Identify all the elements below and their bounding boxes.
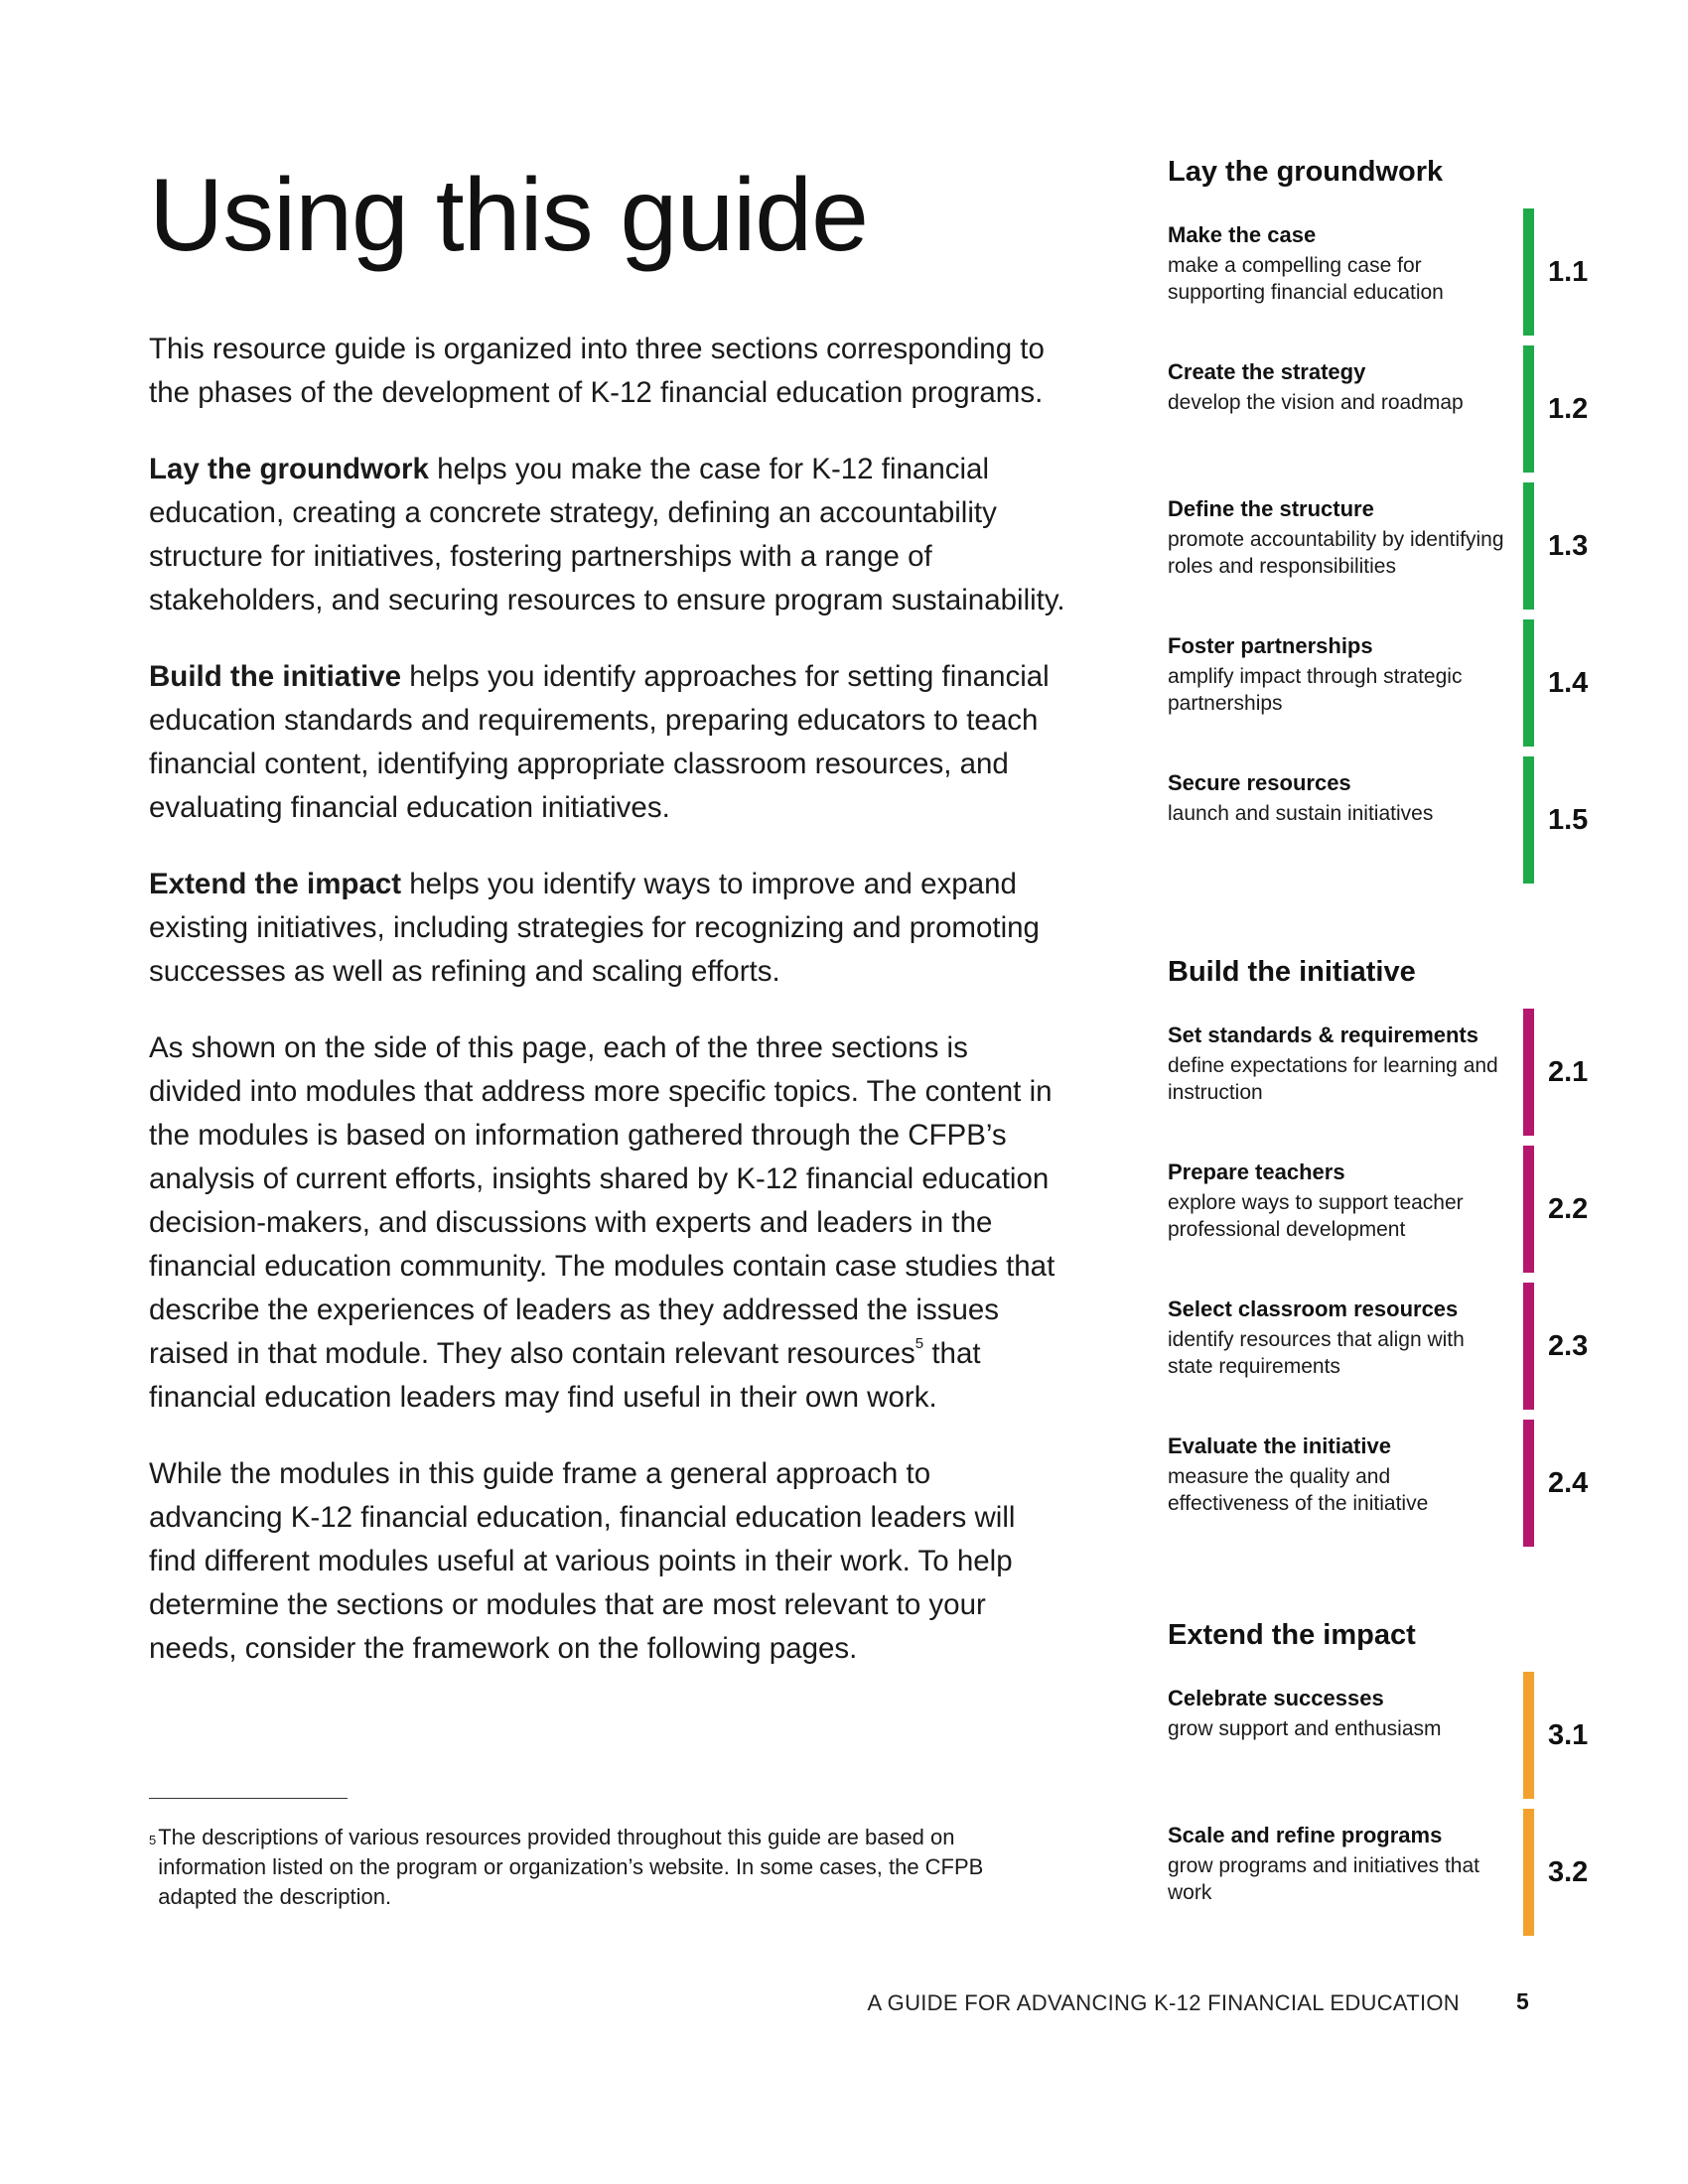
- module-name: Define the structure: [1168, 496, 1374, 521]
- module-name: Secure resources: [1168, 770, 1351, 795]
- module-color-bar: [1523, 1283, 1534, 1410]
- module-item: [1168, 756, 1589, 884]
- groundwork-paragraph: [149, 448, 1067, 622]
- module-color-bar: [1523, 345, 1534, 473]
- module-description: identify resources that align with state requirements: [1168, 1328, 1465, 1378]
- module-text: [1168, 1158, 1510, 1243]
- module-color-bar: [1523, 1672, 1534, 1799]
- module-description: define expectations for learning and instruction: [1168, 1054, 1498, 1104]
- module-text: [1168, 357, 1510, 416]
- module-number: 1.2: [1548, 393, 1589, 425]
- module-description: amplify impact through strategic partnerships: [1168, 665, 1463, 715]
- groundwork-text: helps you make the case for K-12 financial education, creating a concrete strategy, defining an accountability structure for initiatives, fostering partnerships with a range of stakeholders, and securing resources to ensure program sustainability.: [149, 453, 1065, 616]
- footnote-reference: 5: [914, 1335, 924, 1352]
- module-number: 1.4: [1548, 667, 1589, 699]
- module-text: [1168, 1021, 1510, 1106]
- module-text: [1168, 220, 1510, 306]
- module-color-bar: [1523, 1009, 1534, 1136]
- section-1: [1168, 149, 1589, 884]
- footnote-mark: 5: [149, 1833, 157, 1847]
- footnote-divider: [149, 1798, 348, 1799]
- module-item: [1168, 345, 1589, 473]
- module-number: 1.3: [1548, 530, 1589, 562]
- module-number: 3.1: [1548, 1719, 1589, 1751]
- section-title: Lay the groundwork: [1168, 156, 1444, 188]
- groundwork-lead: Lay the groundwork: [149, 453, 429, 485]
- module-item: [1168, 1009, 1589, 1136]
- module-name: Set standards & requirements: [1168, 1023, 1478, 1047]
- extend-lead: Extend the impact: [149, 868, 402, 900]
- footnote-text: The descriptions of various resources provided throughout this guide are based on information listed on the program or organization’s website. In some cases, the CFPB adapted the description.: [158, 1825, 984, 1909]
- modules-text-b: that financial education leaders may find useful in their own work.: [149, 1337, 981, 1414]
- module-number: 2.3: [1548, 1330, 1589, 1362]
- module-description: develop the vision and roadmap: [1168, 391, 1464, 414]
- page-number: 5: [1516, 1988, 1529, 2014]
- modules-text-a: As shown on the side of this page, each of the three sections is divided into modules that address more specific topics. The content in the modules is based on information gathered through the CFPB’s analysis of current efforts, insights shared by K-12 financial education decision-makers, and discussions with experts and leaders in the financial education community. The modules contain case studies that describe the experiences of leaders as they addressed the issues raised in that module. They also contain relevant resources: [149, 1031, 1055, 1370]
- module-number: 2.4: [1548, 1467, 1589, 1499]
- intro-paragraph: This resource guide is organized into three sections corresponding to the phases of the development of K-12 financial education programs.: [149, 333, 1045, 409]
- module-description: make a compelling case for supporting financial education: [1168, 254, 1444, 304]
- module-name: Select classroom resources: [1168, 1297, 1459, 1321]
- module-description: promote accountability by identifying roles and responsibilities: [1168, 528, 1504, 578]
- module-item: [1168, 208, 1589, 336]
- module-color-bar: [1523, 1420, 1534, 1547]
- module-description: grow programs and initiatives that work: [1168, 1854, 1479, 1904]
- module-color-bar: [1523, 1809, 1534, 1936]
- section-title: Build the initiative: [1168, 956, 1416, 988]
- extend-text: helps you identify ways to improve and expand existing initiatives, including strategies for recognizing and promoting successes as well as refining and scaling efforts.: [149, 868, 1040, 988]
- module-description: explore ways to support teacher professional development: [1168, 1191, 1464, 1241]
- module-color-bar: [1523, 208, 1534, 336]
- module-item: [1168, 482, 1589, 610]
- module-description: measure the quality and effectiveness of the initiative: [1168, 1465, 1429, 1515]
- module-text: [1168, 494, 1510, 580]
- footnote: [149, 1823, 1023, 1912]
- module-number: 1.1: [1548, 256, 1589, 288]
- section-title: Extend the impact: [1168, 1619, 1416, 1651]
- page-title: Using this guide: [149, 158, 868, 273]
- module-text: [1168, 1821, 1510, 1906]
- module-color-bar: [1523, 756, 1534, 884]
- module-name: Foster partnerships: [1168, 633, 1373, 658]
- extend-paragraph: [149, 863, 1067, 994]
- module-color-bar: [1523, 1146, 1534, 1273]
- module-number: 2.2: [1548, 1193, 1589, 1225]
- module-text: [1168, 1432, 1510, 1517]
- build-text: helps you identify approaches for setting financial education standards and requirements, preparing educators to teach financial content, identifying appropriate classroom resources, and evaluating financial education initiatives.: [149, 660, 1050, 824]
- module-text: [1168, 1684, 1510, 1742]
- section-2: [1168, 949, 1589, 1547]
- module-text: [1168, 1295, 1510, 1380]
- module-name: Prepare teachers: [1168, 1160, 1345, 1184]
- module-item: [1168, 1146, 1589, 1273]
- module-description: grow support and enthusiasm: [1168, 1717, 1442, 1740]
- module-name: Scale and refine programs: [1168, 1823, 1443, 1847]
- module-number: 3.2: [1548, 1856, 1589, 1888]
- module-name: Make the case: [1168, 222, 1317, 247]
- module-name: Create the strategy: [1168, 359, 1366, 384]
- module-item: [1168, 1420, 1589, 1547]
- module-text: [1168, 631, 1510, 717]
- section-3: [1168, 1612, 1589, 1936]
- modules-paragraph: [149, 1026, 1067, 1420]
- module-item: [1168, 1672, 1589, 1799]
- module-text: [1168, 768, 1510, 827]
- module-number: 2.1: [1548, 1056, 1589, 1088]
- build-lead: Build the initiative: [149, 660, 402, 693]
- module-item: [1168, 1283, 1589, 1410]
- module-name: Evaluate the initiative: [1168, 1433, 1391, 1458]
- module-description: launch and sustain initiatives: [1168, 802, 1434, 825]
- running-footer: A GUIDE FOR ADVANCING K-12 FINANCIAL EDUCATION: [867, 1990, 1460, 2015]
- module-number: 1.5: [1548, 804, 1589, 836]
- module-item: [1168, 619, 1589, 747]
- module-item: [1168, 1809, 1589, 1936]
- build-paragraph: [149, 655, 1067, 830]
- module-name: Celebrate successes: [1168, 1686, 1384, 1710]
- module-sidebar: [1168, 149, 1589, 2001]
- body-text: [149, 328, 1067, 1704]
- module-color-bar: [1523, 619, 1534, 747]
- module-color-bar: [1523, 482, 1534, 610]
- closing-paragraph: While the modules in this guide frame a general approach to advancing K-12 financial education, financial education leaders will find different modules useful at various points in their work. To help determine the sections or modules that are most relevant to your needs, consider the framework on the following pages.: [149, 1457, 1016, 1665]
